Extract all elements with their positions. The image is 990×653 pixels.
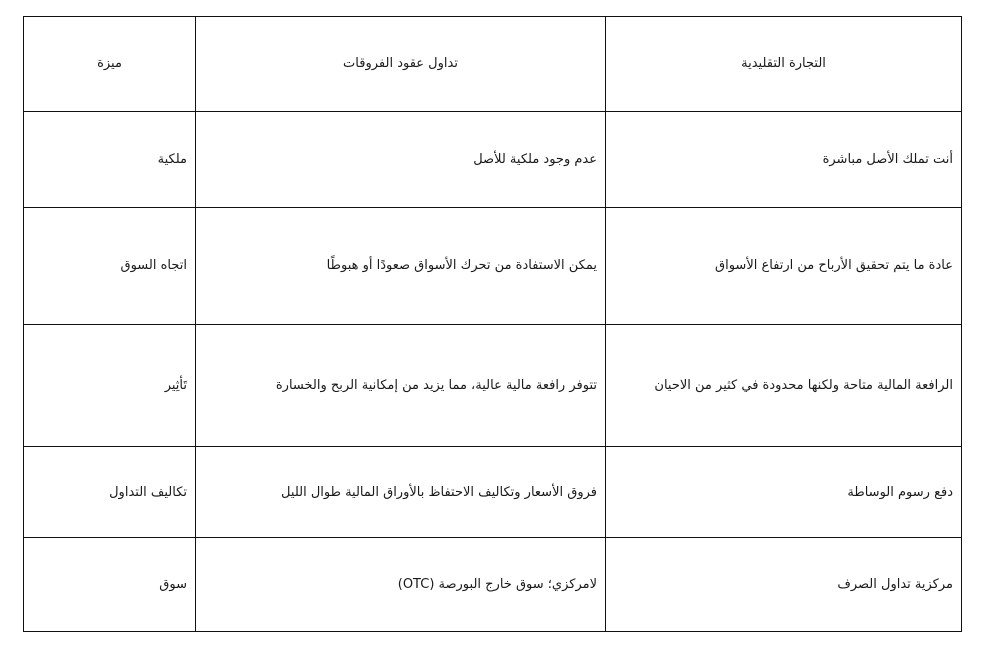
cell-cfd: عدم وجود ملكية للأصل: [196, 112, 606, 207]
cell-traditional: الرافعة المالية متاحة ولكنها محدودة في كثير من الاحيان: [606, 325, 962, 447]
cell-cfd: يمكن الاستفادة من تحرك الأسواق صعودًا أو هبوطًا: [196, 207, 606, 325]
cell-feature: تَأثِير: [24, 325, 196, 447]
table-header-row: [24, 17, 962, 112]
header-cfd: تداول عقود الفروقات: [196, 17, 606, 112]
table-row: [24, 325, 962, 447]
cell-traditional: دفع رسوم الوساطة: [606, 447, 962, 538]
table-row: [24, 538, 962, 632]
cell-feature: سوق: [24, 538, 196, 632]
cell-traditional: مركزية تداول الصرف: [606, 538, 962, 632]
comparison-table: [23, 16, 962, 632]
cell-feature: تكاليف التداول: [24, 447, 196, 538]
cell-cfd: تتوفر رافعة مالية عالية، مما يزيد من إمكانية الربح والخسارة: [196, 325, 606, 447]
table-row: [24, 207, 962, 325]
cell-cfd: لامركزي؛ سوق خارج البورصة (OTC): [196, 538, 606, 632]
table-row: [24, 447, 962, 538]
header-feature: ميزة: [24, 17, 196, 112]
header-traditional: التجارة التقليدية: [606, 17, 962, 112]
cell-traditional: أنت تملك الأصل مباشرة: [606, 112, 962, 207]
table-row: [24, 112, 962, 207]
cell-feature: ملكية: [24, 112, 196, 207]
cell-feature: اتجاه السوق: [24, 207, 196, 325]
cell-traditional: عادة ما يتم تحقيق الأرباح من ارتفاع الأسواق: [606, 207, 962, 325]
comparison-table-container: [23, 16, 961, 632]
cell-cfd: فروق الأسعار وتكاليف الاحتفاظ بالأوراق المالية طوال الليل: [196, 447, 606, 538]
